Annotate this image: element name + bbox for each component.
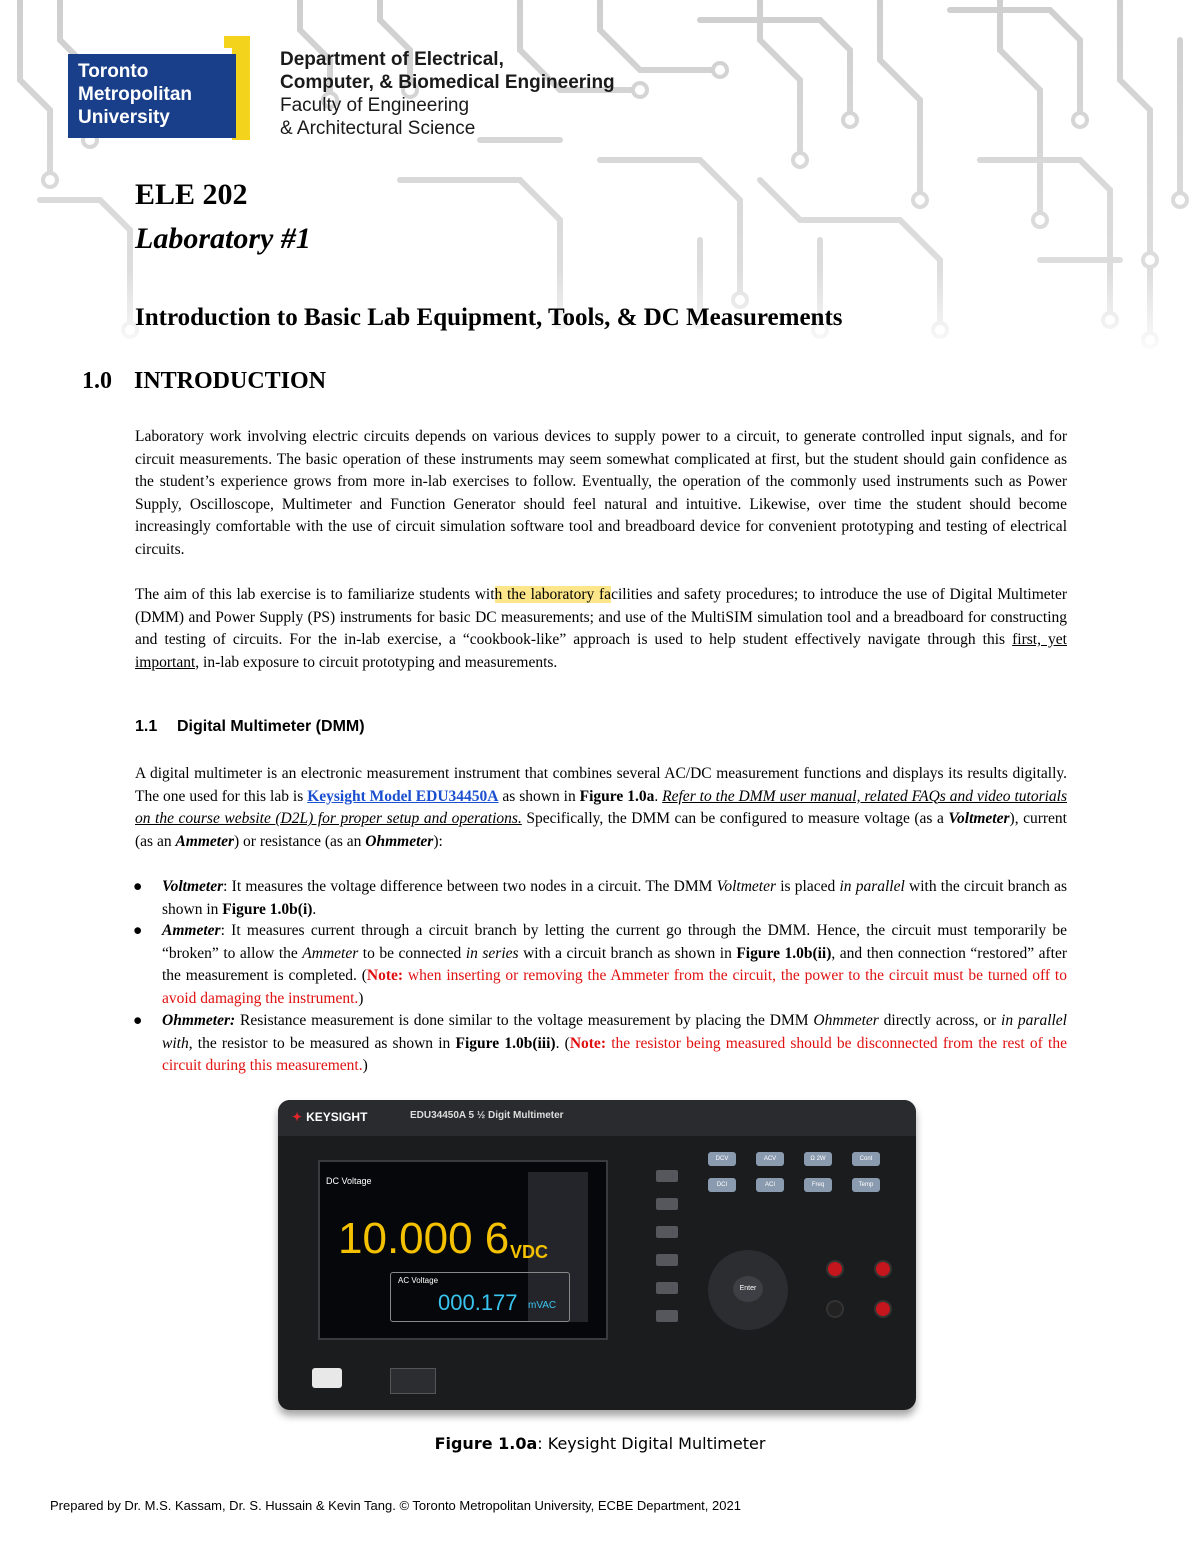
logo-yellow-corner xyxy=(224,36,250,48)
faculty-name: Faculty of Engineering xyxy=(280,95,470,116)
bullet-icon: ● xyxy=(133,1012,143,1029)
section-heading xyxy=(82,368,326,395)
softkey xyxy=(656,1226,678,1238)
multimeter-image xyxy=(278,1100,916,1410)
key-freq: Freq xyxy=(804,1178,832,1192)
bullet-ammeter: ● Ammeter: It measures current through a circuit branch by letting the current go through the DMM. Hence, the circuit must temporarily be “broken” to allow the Ammeter to be connected in series with a circuit branch as shown in Figure 1.0b(ii), and then connection “restored” after the measurement is completed. (Note: when inserting or removing the Ammeter from the circuit, the power to the circuit must be turned off to avoid damaging the instrument.) xyxy=(133,922,1067,1007)
subsection-title: Digital Multimeter (DMM) xyxy=(177,718,365,735)
enter-button: Enter xyxy=(733,1276,763,1302)
refer-note: Refer to the DMM user manual, related FAQs and video tutorials on the course website (D2L) for proper setup and operations. xyxy=(135,787,1067,827)
softkey xyxy=(656,1198,678,1210)
dmm-paragraph: A digital multimeter is an electronic measurement instrument that combines several AC/DC measurement functions and displays its results digitally. The one used for this lab is Keysight Model EDU34450A as shown in Figure 1.0a. Refer to the DMM user manual, related FAQs and video tutorials on the course website (D2L) for proper setup and operations. Specifically, the DMM can be configured to measure voltage (as a Voltmeter), current (as an Ammeter) or resistance (as an Ohmmeter): xyxy=(135,765,1067,850)
intro-paragraph-1: Laboratory work involving electric circuits depends on various devices to supply power to a circuit, to generate controlled input signals, and for circuit measurements. The basic operation of these instruments may seem somewhat complicated at first, but the student should gain confidence as the student’s experience grows from more in-lab exercises to follow. Eventually, the operation of the commonly used instruments such as Power Supply, Oscilloscope, Multimeter and Function Generator should feel natural and intuitive. Likewise, over time the student should become increasingly comfortable with the use of circuit simulation software tool and breadboard device for convenient prototyping and testing of electrical circuits. xyxy=(135,428,1067,558)
key-dcv: DCV xyxy=(708,1152,736,1166)
bullet-icon: ● xyxy=(133,922,143,939)
faculty-name-2: & Architectural Science xyxy=(280,118,476,139)
section-number: 1.0 xyxy=(82,368,112,394)
bullet-icon: ● xyxy=(133,878,143,895)
input-jack xyxy=(826,1260,844,1278)
logo-line: University xyxy=(78,107,170,128)
device-reading: 10.000 6 xyxy=(338,1214,510,1263)
key-temp: Temp xyxy=(852,1178,880,1192)
device-reading-unit: VDC xyxy=(510,1242,549,1262)
figure-caption-text: : Keysight Digital Multimeter xyxy=(537,1434,766,1453)
input-jack xyxy=(874,1300,892,1318)
figure-label: Figure 1.0a xyxy=(434,1434,538,1453)
university-logo xyxy=(68,54,236,138)
bullet-voltmeter: ● Voltmeter: It measures the voltage difference between two nodes in a circuit. The DMM Voltmeter is placed in parallel with the circuit branch as shown in Figure 1.0b(i). xyxy=(133,878,1068,918)
ac-label: AC Voltage xyxy=(398,1276,439,1285)
softkey xyxy=(656,1282,678,1294)
figure-caption xyxy=(0,1434,1200,1453)
subsection-number: 1.1 xyxy=(135,718,158,735)
device-model: EDU34450A 5 ½ Digit Multimeter xyxy=(410,1110,564,1121)
underlined-text: first, yet important, xyxy=(135,631,1067,671)
input-jack xyxy=(826,1300,844,1318)
logo-line: Toronto xyxy=(78,61,149,82)
course-code: ELE 202 xyxy=(135,178,248,211)
department-block xyxy=(280,48,615,140)
bullet-ohmmeter: ● Ohmmeter: Resistance measurement is done similar to the voltage measurement by placing the DMM Ohmmeter directly across, or in parallel with, the resistor to be measured as shown in Figure 1.0b(iii). (Note: the resistor being measured should be disconnected from the rest of the circuit during this measurement.) xyxy=(133,1012,1067,1074)
ac-reading: 000.177 xyxy=(438,1290,518,1315)
ac-unit: mVAC xyxy=(528,1300,557,1311)
lab-subtitle: Introduction to Basic Lab Equipment, Tools, & DC Measurements xyxy=(135,304,843,331)
key-dci: DCI xyxy=(708,1178,736,1192)
softkey xyxy=(656,1310,678,1322)
page-footer: Prepared by Dr. M.S. Kassam, Dr. S. Hussain & Kevin Tang. © Toronto Metropolitan University, ECBE Department, 2021 xyxy=(50,1498,741,1513)
intro-paragraph-2: The aim of this lab exercise is to familiarize students with the laboratory facilities and safety procedures; to introduce the use of Digital Multimeter (DMM) and Power Supply (PS) instruments for basic DC measurements; and use of the MultiSIM simulation tool and a breadboard for constructing and testing of circuits. For the in-lab exercise, a “cookbook-like” approach is used to help student effectively navigate through this first, yet important, in-lab exposure to circuit prototyping and measurements. xyxy=(135,586,1067,671)
softkey xyxy=(656,1254,678,1266)
highlighted-text: h the laboratory fa xyxy=(494,586,612,603)
subsection-heading xyxy=(135,718,365,736)
key-ohm: Ω 2W xyxy=(804,1152,832,1166)
softkey xyxy=(656,1170,678,1182)
logo-line: Metropolitan xyxy=(78,84,192,105)
section-title: INTRODUCTION xyxy=(134,368,327,394)
department-name: Department of Electrical, xyxy=(280,49,504,70)
lab-title: Laboratory #1 xyxy=(135,222,311,255)
keysight-model-link[interactable]: Keysight Model EDU34450A xyxy=(307,787,499,805)
function-keys xyxy=(708,1152,888,1232)
figure-reference: Figure 1.0a xyxy=(579,787,655,805)
device-top-bar xyxy=(278,1100,916,1136)
key-cont: Cont xyxy=(852,1152,880,1166)
keysight-logo-icon: ✦ xyxy=(292,1110,303,1124)
device-brand: ✦ KEYSIGHT xyxy=(292,1110,368,1124)
usb-port xyxy=(390,1368,436,1394)
department-name-2: Computer, & Biomedical Engineering xyxy=(280,72,615,93)
device-mode: DC Voltage xyxy=(326,1176,372,1186)
key-acv: ACV xyxy=(756,1152,784,1166)
power-button xyxy=(312,1368,342,1388)
key-aci: ACI xyxy=(756,1178,784,1192)
input-jack xyxy=(874,1260,892,1278)
